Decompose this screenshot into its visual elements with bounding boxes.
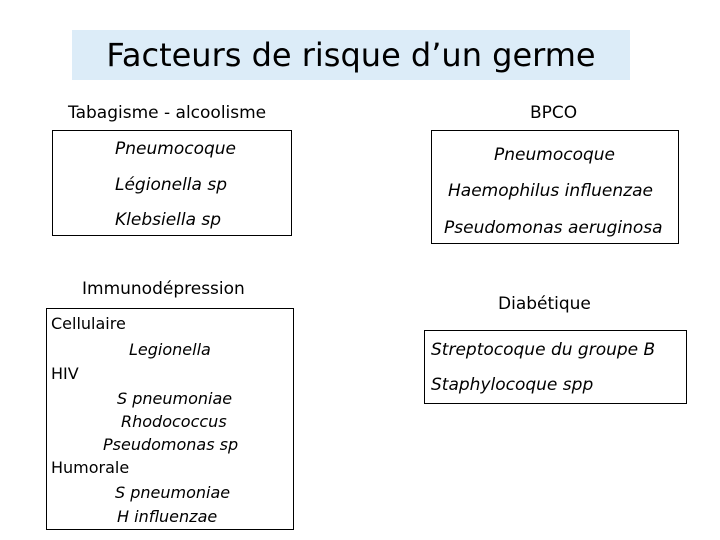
bpco-heading: BPCO bbox=[530, 103, 578, 123]
tabac-item-1: Pneumocoque bbox=[115, 139, 236, 159]
immuno-hiv-item-2: Rhodococcus bbox=[121, 412, 227, 431]
page-title: Facteurs de risque d’un germe bbox=[106, 36, 596, 74]
immuno-heading: Immunodépression bbox=[82, 279, 245, 299]
immuno-humor-item-2: H influenzae bbox=[117, 507, 218, 526]
immuno-cellulaire: Cellulaire bbox=[51, 314, 126, 333]
immuno-hiv: HIV bbox=[51, 364, 79, 383]
bpco-item-1: Pneumocoque bbox=[494, 145, 615, 165]
bpco-item-3: Pseudomonas aeruginosa bbox=[444, 218, 663, 238]
diabete-item-2: Staphylocoque spp bbox=[431, 375, 594, 395]
bpco-item-2: Haemophilus influenzae bbox=[448, 181, 653, 201]
bpco-box bbox=[431, 130, 679, 244]
tabac-box bbox=[52, 130, 292, 236]
tabac-item-2: Légionella sp bbox=[115, 175, 227, 195]
tabac-item-3: Klebsiella sp bbox=[115, 210, 222, 230]
tabac-heading: Tabagisme - alcoolisme bbox=[68, 103, 267, 123]
immuno-cell-item: Legionella bbox=[129, 340, 211, 359]
diabete-box bbox=[424, 330, 687, 404]
diabete-item-1: Streptocoque du groupe B bbox=[431, 340, 656, 360]
diabete-heading: Diabétique bbox=[498, 294, 591, 314]
immuno-box bbox=[46, 308, 294, 530]
immuno-hiv-item-3: Pseudomonas sp bbox=[103, 435, 239, 454]
immuno-hiv-item-1: S pneumoniae bbox=[117, 389, 233, 408]
title-banner bbox=[72, 30, 630, 80]
immuno-humor-item-1: S pneumoniae bbox=[115, 483, 231, 502]
immuno-humorale: Humorale bbox=[51, 458, 130, 477]
